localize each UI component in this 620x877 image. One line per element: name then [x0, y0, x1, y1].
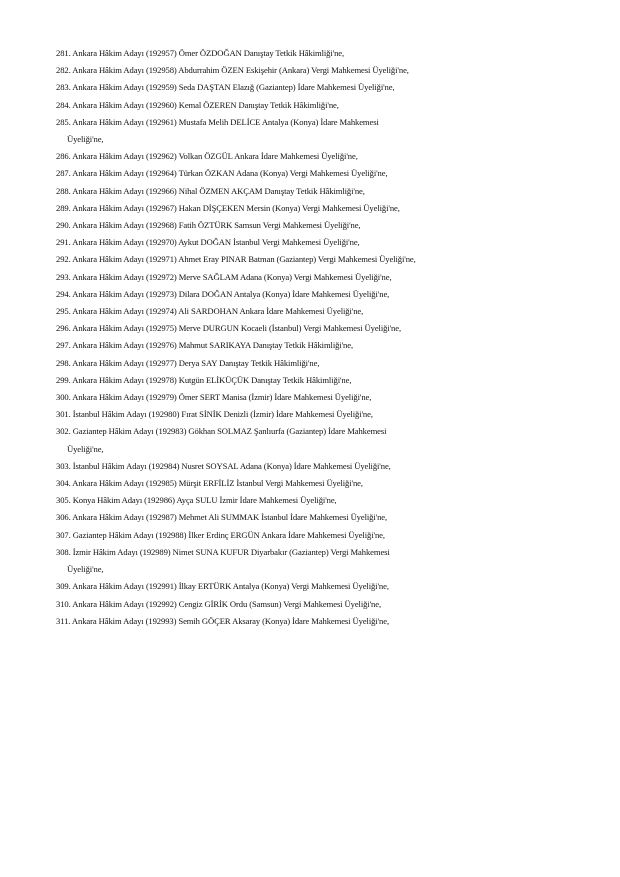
list-item — [56, 234, 576, 251]
list-item — [56, 303, 576, 320]
list-item-text: 302. Gaziantep Hâkim Adayı (192983) Gökhan SOLMAZ Şanlıurfa (Gaziantep) İdare Mahkemesi — [56, 426, 387, 437]
list-item — [56, 475, 576, 492]
list-item — [56, 62, 576, 79]
list-item — [56, 148, 576, 165]
list-item — [56, 337, 576, 354]
list-item-text: 290. Ankara Hâkim Adayı (192968) Fatih ÖZTÜRK Samsun Vergi Mahkemesi Üyeliği'ne, — [56, 220, 361, 231]
list-item — [56, 509, 576, 526]
list-item-text: 292. Ankara Hâkim Adayı (192971) Ahmet Eray PINAR Batman (Gaziantep) Vergi Mahkemesi Üyeliği'ne, — [56, 254, 416, 265]
list-item — [56, 45, 576, 62]
list-item-text: 285. Ankara Hâkim Adayı (192961) Mustafa Melih DELİCE Antalya (Konya) İdare Mahkemesi — [56, 116, 379, 127]
list-item-text: 287. Ankara Hâkim Adayı (192964) Türkan ÖZKAN Adana (Konya) Vergi Mahkemesi Üyeliği'ne, — [56, 168, 388, 179]
list-item-text: 309. Ankara Hâkim Adayı (192991) İlkay ERTÜRK Antalya (Konya) Vergi Mahkemesi Üyeliği'ne, — [56, 581, 389, 592]
list-item — [56, 372, 576, 389]
list-item — [56, 165, 576, 182]
list-item-text: 299. Ankara Hâkim Adayı (192978) Kutgün ELİKÜÇÜK Danıştay Tetkik Hâkimliği'ne, — [56, 374, 352, 385]
list-item-text: 283. Ankara Hâkim Adayı (192959) Seda DAŞTAN Elazığ (Gaziantep) İdare Mahkemesi Üyeliği'ne, — [56, 82, 395, 93]
list-item — [56, 97, 576, 114]
list-item-text: 289. Ankara Hâkim Adayı (192967) Hakan DİŞÇEKEN Mersin (Konya) Vergi Mahkemesi Üyeliği'ne, — [56, 202, 400, 213]
list-item-text: 307. Gaziantep Hâkim Adayı (192988) İlker Erdinç ERGÜN Ankara İdare Mahkemesi Üyeliği'ne, — [56, 529, 385, 540]
list-item-text: 304. Ankara Hâkim Adayı (192985) Mürşit ERFİLİZ İstanbul Vergi Mahkemesi Üyeliği'ne, — [56, 478, 363, 489]
list-item-continuation: Üyeliği'ne, — [67, 564, 104, 575]
list-item-text: 291. Ankara Hâkim Adayı (192970) Aykut DOĞAN İstanbul Vergi Mahkemesi Üyeliği'ne, — [56, 237, 360, 248]
list-item — [56, 613, 576, 630]
list-item — [56, 355, 576, 372]
list-item-text: 310. Ankara Hâkim Adayı (192992) Cengiz GİRİK Ordu (Samsun) Vergi Mahkemesi Üyeliği'ne, — [56, 598, 382, 609]
list-item-text: 284. Ankara Hâkim Adayı (192960) Kemal ÖZEREN Danıştay Tetkik Hâkimliği'ne, — [56, 99, 339, 110]
list-item-text: 301. İstanbul Hâkim Adayı (192980) Fırat SİNİK Denizli (İzmir) İdare Mahkemesi Üyeliği'ne, — [56, 409, 373, 420]
list-item — [56, 423, 576, 457]
list-item — [56, 183, 576, 200]
list-item-text: 297. Ankara Hâkim Adayı (192976) Mahmut SARIKAYA Danıştay Tetkik Hâkimliği'ne, — [56, 340, 354, 351]
list-item — [56, 544, 576, 578]
list-item-text: 303. İstanbul Hâkim Adayı (192984) Nusret SOYSAL Adana (Konya) İdare Mahkemesi Üyeliği'ne, — [56, 460, 391, 471]
list-item — [56, 527, 576, 544]
list-item — [56, 269, 576, 286]
list-item-text: 306. Ankara Hâkim Adayı (192987) Mehmet Ali SUMMAK İstanbul İdare Mahkemesi Üyeliği'ne, — [56, 512, 388, 523]
list-item-text: 305. Konya Hâkim Adayı (192986) Ayça SULU İzmir İdare Mahkemesi Üyeliği'ne, — [56, 495, 337, 506]
list-item-text: 298. Ankara Hâkim Adayı (192977) Derya SAY Danıştay Tetkik Hâkimliği'ne, — [56, 357, 320, 368]
list-item-text: 300. Ankara Hâkim Adayı (192979) Ömer SERT Manisa (İzmir) İdare Mahkemesi Üyeliği'ne, — [56, 392, 372, 403]
list-item-continuation: Üyeliği'ne, — [67, 134, 104, 145]
list-item — [56, 251, 576, 268]
list-item — [56, 79, 576, 96]
list-item-text: 282. Ankara Hâkim Adayı (192958) Abdurrahim ÖZEN Eskişehir (Ankara) Vergi Mahkemesi Üyeliği'ne, — [56, 65, 409, 76]
list-item — [56, 406, 576, 423]
list-item — [56, 578, 576, 595]
list-item-text: 308. İzmir Hâkim Adayı (192989) Nimet SUNA KUFUR Diyarbakır (Gaziantep) Vergi Mahkemesi — [56, 546, 390, 557]
list-item-text: 293. Ankara Hâkim Adayı (192972) Merve SAĞLAM Adana (Konya) Vergi Mahkemesi Üyeliği'ne, — [56, 271, 392, 282]
list-item — [56, 217, 576, 234]
list-item — [56, 458, 576, 475]
list-item — [56, 596, 576, 613]
list-item-text: 296. Ankara Hâkim Adayı (192975) Merve DURGUN Kocaeli (İstanbul) Vergi Mahkemesi Üyeliği'ne, — [56, 323, 402, 334]
list-item-text: 281. Ankara Hâkim Adayı (192957) Ömer ÖZDOĞAN Danıştay Tetkik Hâkimliği'ne, — [56, 48, 345, 58]
list-item — [56, 389, 576, 406]
list-item-continuation: Üyeliği'ne, — [67, 443, 104, 454]
list-item — [56, 320, 576, 337]
appointment-list — [56, 45, 576, 630]
list-item — [56, 492, 576, 509]
list-item-text: 295. Ankara Hâkim Adayı (192974) Ali SARDOHAN Ankara İdare Mahkemesi Üyeliği'ne, — [56, 306, 364, 317]
list-item — [56, 200, 576, 217]
list-item-text: 286. Ankara Hâkim Adayı (192962) Volkan ÖZGÜL Ankara İdare Mahkemesi Üyeliği'ne, — [56, 151, 358, 162]
list-item — [56, 286, 576, 303]
list-item-text: 294. Ankara Hâkim Adayı (192973) Dilara DOĞAN Antalya (Konya) İdare Mahkemesi Üyeliği'ne, — [56, 288, 390, 299]
list-item — [56, 114, 576, 148]
list-item-text: 288. Ankara Hâkim Adayı (192966) Nihal ÖZMEN AKÇAM Danıştay Tetkik Hâkimliği'ne, — [56, 185, 365, 196]
list-item-text: 311. Ankara Hâkim Adayı (192993) Semih GÖÇER Aksaray (Konya) İdare Mahkemesi Üyeliği'ne, — [56, 615, 390, 626]
